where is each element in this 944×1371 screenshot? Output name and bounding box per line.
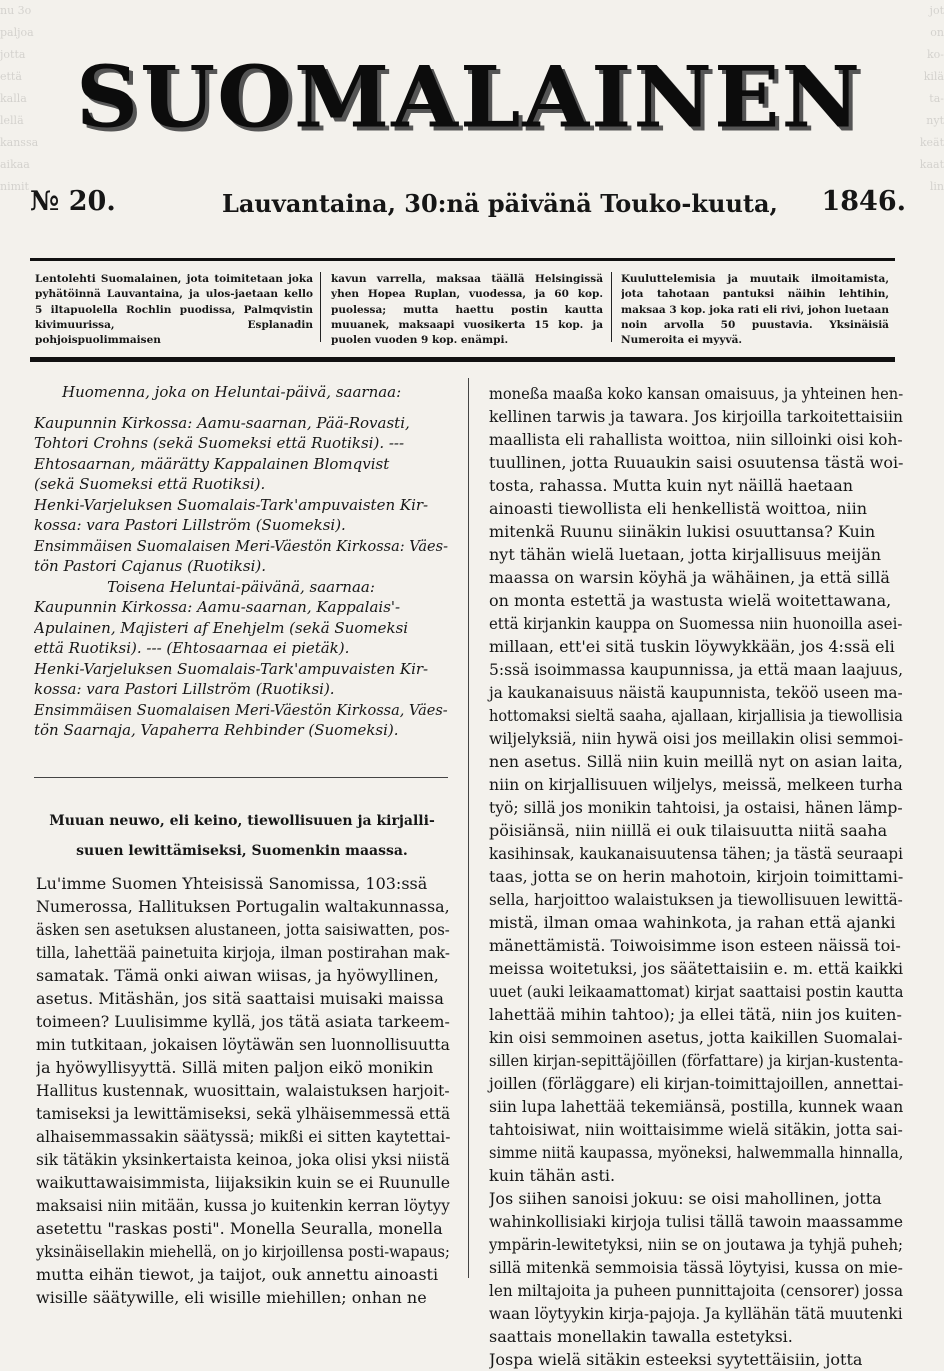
article-line: työ; sillä jos monikin tahtoisi, ja ostaisi, hänen lämp- [489, 798, 903, 817]
article-line: mistä, ilman omaa wahinkota, ja rahan että ajanki [489, 913, 896, 932]
column-separator [611, 272, 612, 342]
article-body-left [36, 872, 450, 1309]
article-line: wiljelyksiä, niin hywä oisi jos meillakin olisi semmoi- [489, 729, 904, 748]
article-line: wisille säätywille, eli wisille miehillen; onhan ne [36, 1288, 427, 1307]
article-line: lahettää mihin tahtoo); ja ellei tätä, niin jos kuiten- [489, 1005, 902, 1024]
article-line: mitenkä Ruunu siinäkin lukisi osuuttansa? Kuin [489, 522, 876, 541]
article-line: siin lupa lahettää tekemiänsä, postilla, kunnek waan [489, 1097, 904, 1116]
bleed-through-left: nu 3o paljoa jotta että kalla lellä kanssa aikaa nimit [0, 4, 39, 193]
article-line: nyt tähän wielä luetaan, jotta kirjallisuus meijän [489, 545, 882, 564]
article-line: maksaisi niin mitään, kussa jo kuitenkin kerran löytyy [36, 1196, 450, 1215]
article-line: joillen (förläggare) eli kirjan-toimittajoillen, annettai- [489, 1074, 904, 1093]
article-line: ja kaukanaisuus näistä kaupunnista, teköö useen ma- [489, 683, 903, 702]
article-line: kasihinsak, kaukanaisuutensa tähen; ja tästä seuraapi [489, 844, 903, 863]
article-line: meissa woitetuksi, jos säätettaisiin e. m. että kaikki [489, 959, 904, 978]
article-line: uuet (auki leikaamattomat) kirjat saattaisi postin kautta [489, 982, 904, 1001]
services-line: kossa: vara Pastori Lillström (Suomeksi). [34, 516, 346, 534]
masthead-title: SUOMALAINEN [76, 48, 863, 147]
article-line: niin on kirjallisuuen wiljelys, meissä, melkeen turha [489, 775, 903, 794]
middle-rule [30, 357, 895, 362]
article-line: samatak. Tämä onki aiwan wiisas, ja hyöwyllinen, [36, 966, 439, 985]
church-services-notice [34, 382, 448, 741]
article-line: alhaisemmassakin säätyssä; mikßi ei sitten kaytettai- [36, 1127, 451, 1146]
article-line: waan löytyykin kirja-pajoja. Ja kyllähän tätä muutenki [489, 1304, 903, 1323]
article-line: wahinkollisiaki kirjoja tulisi tällä tawoin maassamme [489, 1212, 904, 1231]
issue-year: 1846. [821, 186, 906, 217]
subscription-info-2: kavun varrella, maksaa täällä Helsingissä yhen Hopea Ruplan, vuodessa, ja 60 kop. puolessa; mutta haettu postin kautta muuanek, maksaapi vuosikerta 15 kop. ja puolen vuoden 9 kop. enämpi. [331, 273, 603, 347]
article-line: pöisiänsä, niin niillä ei ouk tilaisuutta niitä saaha [489, 821, 888, 840]
article-line: len miltajoita ja puheen punnittajoita (censorer) jossa [489, 1281, 904, 1300]
article-line: asetettu "raskas posti". Monella Seuralla, monella [36, 1219, 443, 1238]
bleed-through-right: jot on ko- kilä ta- nyt keät kaat lin [919, 4, 944, 193]
article-line: mutta eihän tiewot, ja taijot, ouk annettu ainoasti [36, 1265, 439, 1284]
article-body-right [489, 382, 903, 1371]
article-line: mänettämistä. Toiwoisimme ison esteen näissä toi- [489, 936, 901, 955]
article-line: tosta, rahassa. Mutta kuin nyt näillä haetaan [489, 476, 854, 495]
article-line: yksinäisellakin miehellä, on jo kirjoillensa posti-wapaus; [36, 1242, 450, 1261]
column-divider [468, 378, 469, 1278]
services-line: Kaupunnin Kirkossa: Aamu-saarnan, Pää-Rovasti, [34, 413, 410, 432]
section-divider [34, 777, 448, 778]
article-title-line: Muuan neuwo, eli keino, tiewollisuuen ja kirjalli- [49, 813, 435, 829]
spacer [34, 403, 448, 413]
article-line: Hallitus kustennak, wuosittain, walaistuksen harjoit- [36, 1081, 450, 1100]
services-heading: Huomenna, joka on Heluntai-päivä, saarnaa: [62, 383, 402, 401]
services-line: Ensimmäisen Suomalaisen Meri-Väestön Kirkossa: Väes- [34, 536, 448, 555]
issue-date: Lauvantaina, 30:nä päivänä Touko-kuuta, [222, 189, 778, 218]
article-line: 5:ssä isoimmassa kaupunnissa, ja että maan laajuus, [489, 660, 904, 679]
services-line: Tohtori Crohns (sekä Suomeksi että Ruotiksi). --- [34, 434, 405, 452]
article-line: kuin tähän asti. [489, 1166, 616, 1185]
services-line: kossa: vara Pastori Lillström (Ruotiksi). [34, 680, 335, 698]
article-line: on monta estettä ja wastusta wielä woitettawana, [489, 591, 892, 610]
article-line: ainoasti tiewollista eli henkellistä woittoa, niin [489, 499, 868, 518]
services-line: Henki-Varjeluksen Suomalais-Tark'ampuvaisten Kir- [34, 495, 429, 514]
article-line: kellinen tarwis ja tawara. Jos kirjoilla tarkoitettaisiin [489, 407, 904, 426]
article-line: kin oisi semmoinen asetus, jotta kaikillen Suomalai- [489, 1028, 903, 1047]
article-line: hottomaksi sieltä saaha, ajallaan, kirjallisia ja tiewollisia [489, 706, 903, 725]
article-line: asetus. Mitäshän, jos sitä saattaisi muisaki maissa [36, 989, 444, 1008]
column-separator [320, 272, 321, 342]
services-line: tön Pastori Cajanus (Ruotiksi). [34, 557, 267, 575]
article-line: Numerossa, Hallituksen Portugalin waltakunnassa, [36, 897, 450, 916]
article-title [36, 806, 448, 866]
services-line: Henki-Varjeluksen Suomalais-Tark'ampuvaisten Kir- [34, 659, 429, 678]
article-line: toimeen? Luulisimme kyllä, jos tätä asiata tarkeem- [36, 1012, 450, 1031]
article-line: sillen kirjan-sepittäjöillen (författare) ja kirjan-kustenta- [489, 1051, 904, 1070]
article-line: tahtoisiwat, niin woittaisimme wielä sitäkin, jotta sai- [489, 1120, 903, 1139]
article-line: että kirjankin kauppa on Suomessa niin huonoilla asei- [489, 614, 903, 633]
services-line: (sekä Suomeksi että Ruotiksi). [34, 475, 266, 493]
article-line: Lu'imme Suomen Yhteisissä Sanomissa, 103:ssä [36, 874, 428, 893]
article-line: taas, jotta se on herin mahotoin, kirjoin toimittami- [489, 867, 904, 886]
services-line: että Ruotiksi). --- (Ehtosaarnaa ei pietäk). [34, 639, 350, 657]
article-title-line: suuen lewittämiseksi, Suomenkin maassa. [76, 843, 408, 859]
article-line: saattais monellakin tawalla estetyksi. [489, 1327, 793, 1346]
services-subheading: Toisena Heluntai-päivänä, saarnaa: [107, 577, 375, 596]
article-line: min tutkitaan, jokaisen löytäwän sen luonnollisuutta [36, 1035, 450, 1054]
issue-number: № 20. [30, 186, 116, 217]
article-line: ja hyöwyllisyyttä. Sillä miten paljon eikö monikin [36, 1058, 434, 1077]
subscription-info-3: Kuuluttelemisia ja muutaik ilmoitamista, jota tahotaan pantuksi näihin lehtihin, maksaa 3 kop. joka rati eli rivi, johon luetaan noin arvolla 50 puustavia. Yksinäisiä Numeroita ei myyvä. [621, 273, 889, 347]
services-line: Apulainen, Majisteri af Enehjelm (sekä Suomeksi [34, 618, 409, 637]
issue-info-row [30, 186, 906, 230]
article-line: sillä mitenkä semmoisia tässä löytyisi, kussa on mie- [489, 1258, 903, 1277]
article-line: sik tätäkin yksinkertaista keinoa, joka olisi yksi niistä [36, 1150, 450, 1169]
article-line: äsken sen asetuksen alustaneen, jotta saisiwatten, pos- [36, 920, 450, 939]
article-line: maallista eli rahallista woittoa, niin silloinki oisi koh- [489, 430, 903, 449]
article-line: nen asetus. Sillä niin kuin meillä nyt on asian laita, [489, 752, 903, 771]
article-line: moneßa maaßa koko kansan omaisuus, ja yhteinen hen- [489, 384, 904, 403]
article-line: tamiseksi ja lewittämiseksi, sekä ylhäisemmessä että [36, 1104, 451, 1123]
top-rule [30, 258, 895, 261]
article-line: simme niitä kaupassa, myöneksi, halwemmalla hinnalla, [489, 1143, 904, 1162]
article-line: maassa on warsin köyhä ja wähäinen, ja että sillä [489, 568, 890, 587]
article-line: Jos siihen sanoisi jokuu: se oisi mahollinen, jotta [489, 1189, 882, 1208]
article-line: waikuttawaisimmista, liijaksikin kuin se ei Ruunulle [36, 1173, 451, 1192]
article-line: millaan, ett'ei sitä tuskin löywykkään, jos 4:ssä eli [489, 637, 895, 656]
services-line: Ensimmäisen Suomalaisen Meri-Väestön Kirkossa, Väes- [34, 700, 448, 719]
services-line: Kaupunnin Kirkossa: Aamu-saarnan, Kappalais'- [34, 598, 401, 616]
services-line: tön Saarnaja, Vapaherra Rehbinder (Suomeksi). [34, 721, 399, 739]
article-line: tilla, lahettää painetuita kirjoja, ilman postirahan mak- [36, 943, 450, 962]
article-line: Jospa wielä sitäkin esteeksi syytettäisiin, jotta [489, 1350, 863, 1369]
article-line: sella, harjoittoo walaistuksen ja tiewollisuuen lewittä- [489, 890, 903, 909]
article-line: ympärin-lewitetyksi, niin se on joutawa ja tyhjä puheh; [489, 1235, 904, 1254]
article-line: tuullinen, jotta Ruuaukin saisi osuutensa tästä woi- [489, 453, 904, 472]
subscription-info-1: Lentolehti Suomalainen, jota toimitetaan joka pyhätöinnä Lauvantaina, ja ulos-jaetaan kello 5 iltapuolella Rochlin puodissa, Palmqvistin kivimuurissa, Esplanadin pohjoispuolimmaisen [35, 273, 313, 347]
services-line: Ehtosaarnan, määrätty Kappalainen Blomqvist [34, 454, 390, 473]
